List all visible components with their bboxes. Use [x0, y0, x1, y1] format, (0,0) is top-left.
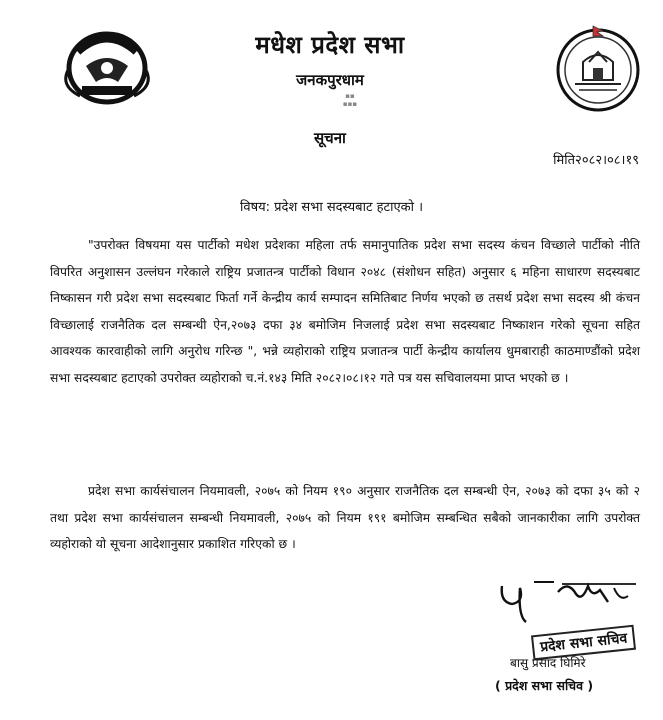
handwritten-signature: [496, 572, 638, 624]
nepal-government-emblem-icon: [58, 22, 156, 108]
faint-stamp-mark: ▪▪ ▪▪▪: [342, 92, 358, 108]
signatory-title: ( प्रदेश सभा सचिव ): [495, 678, 594, 693]
organization-place: जनकपुरधाम: [296, 71, 364, 89]
notice-subject: विषय: प्रदेश सभा सदस्यबाट हटाएको ।: [240, 200, 424, 215]
notice-title: सूचना: [314, 129, 346, 147]
secretary-stamp: प्रदेश सभा सचिव: [531, 625, 636, 661]
notice-date: मिति२०८२।०८।१९: [553, 153, 639, 168]
body-paragraph-2: प्रदेश सभा कार्यसंचालन नियमावली, २०७५ को नियम १९० अनुसार राजनैतिक दल सम्बन्धी ऐन, २०७३ को दफा ३५ को २ तथा प्रदेश सभा कार्यसंचालन सम्बन्धी नियमावली, २०७५ को नियम १९१ बमोजिम सम्बन्धित सबैको जानकारीका लागि उपरोक्त व्यहोराको यो सूचना आदेशानुसार प्रकाशित गरिएको छ ।: [50, 484, 640, 551]
organization-name: मधेश प्रदेश सभा: [255, 30, 405, 59]
signatory-name: बासु प्रसाद घिमिरे: [510, 656, 586, 670]
body-paragraph-1: "उपरोक्त विषयमा यस पार्टीको मधेश प्रदेशका महिला तर्फ समानुपातिक प्रदेश सभा सदस्य कंचन विच्छाले पार्टीको नीति विपरित अनुशासन उल्लंघन गरेकाले राष्ट्रिय प्रजातन्त्र पार्टीको विधान २०४८ (संशोधन सहित) अनुसार ६ महिना साधारण सदस्यबाट निष्कासन गरी प्रदेश सभा सदस्यबाट फिर्ता गर्ने केन्द्रीय कार्य सम्पादन समितिबाट निर्णय भएको छ तसर्थ प्रदेश सभा सदस्य श्री कंचन विच्छालाई राजनैतिक दल सम्बन्धी ऐन,२०७३ दफा ३४ बमोजिम निजलाई प्रदेश सभा सदस्यबाट निष्काशन गरेको सूचना सहित आवश्यक कारवाहीको लागि अनुरोध गरिन्छ ", भन्ने व्यहोराको राष्ट्रिय प्रजातन्त्र पार्टी केन्द्रीय कार्यालय धुमबाराही काठमाण्डौंको प्रदेश सभा सदस्यबाट हटाएको उपरोक्त व्यहोराको च.नं.१४३ मिति २०८२।०८।१२ गते पत्र यस सचिवालयमा प्राप्त भएको छ ।: [50, 238, 640, 385]
madhesh-province-emblem-icon: [553, 22, 643, 114]
